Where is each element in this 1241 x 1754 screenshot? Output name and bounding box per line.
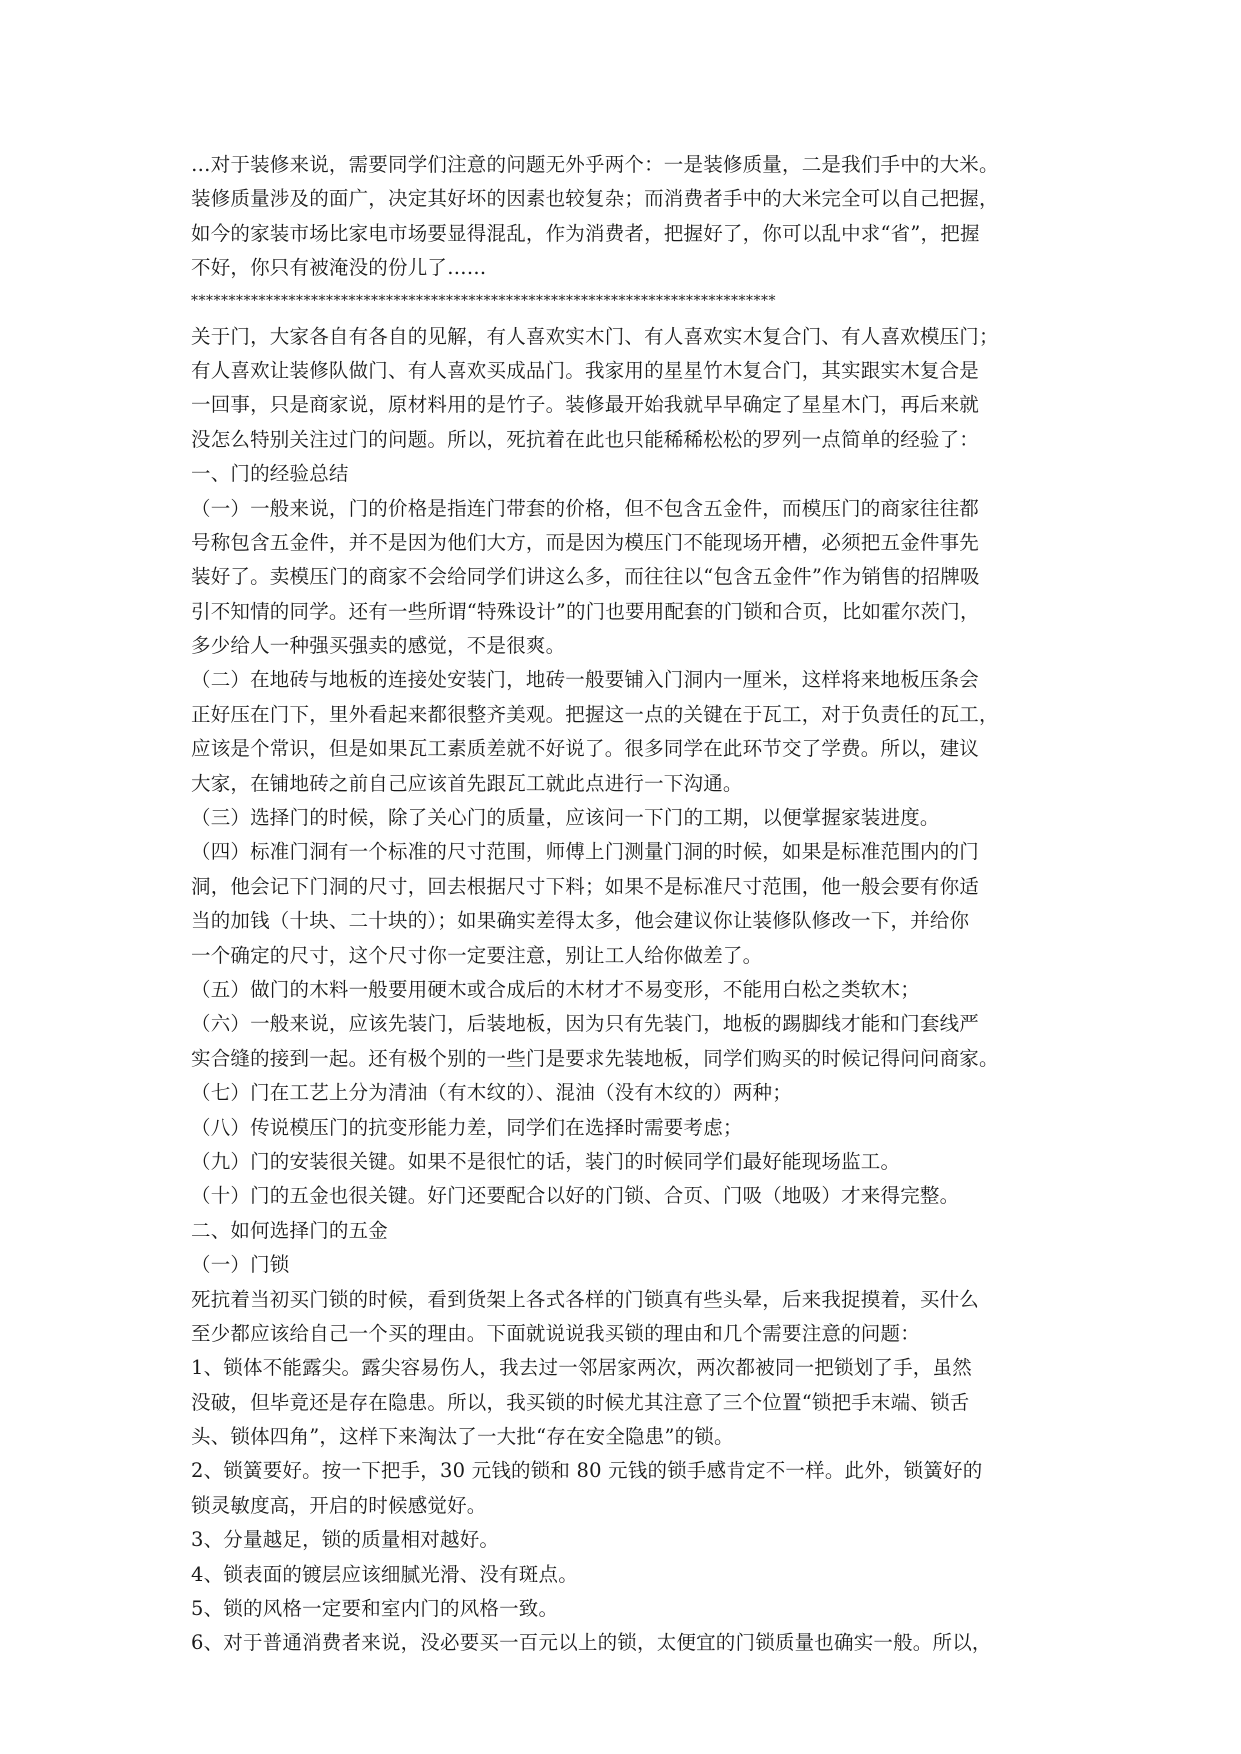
text-line: 引不知情的同学。还有一些所谓“特殊设计”的门也要用配套的门锁和合页，比如霍尔茨门，	[191, 599, 980, 623]
text-line: 应该是个常识，但是如果瓦工素质差就不好说了。很多同学在此环节交了学费。所以，建议	[191, 737, 980, 761]
text-line: 锁灵敏度高，开启的时候感觉好。	[191, 1493, 487, 1517]
text-line: 没怎么特别关注过门的问题。所以，死抗着在此也只能稀稀松松的罗列一点简单的经验了：	[191, 427, 980, 451]
text-line: 头、锁体四角”，这样下来淘汰了一大批“存在安全隐患”的锁。	[191, 1425, 734, 1449]
asterisk-separator: ******************************************************************************	[191, 292, 776, 309]
text-line: 实合缝的接到一起。还有极个别的一些门是要求先装地板，同学们购买的时候记得问问商家。	[191, 1046, 999, 1070]
text-line: 号称包含五金件，并不是因为他们大方，而是因为模压门不能现场开槽，必须把五金件事先	[191, 530, 980, 554]
text-line: 如今的家装市场比家电市场要显得混乱，作为消费者，把握好了，你可以乱中求“省”，把握	[191, 221, 980, 245]
section-heading: 一、门的经验总结	[191, 462, 349, 486]
text-line: （八）传说模压门的抗变形能力差，同学们在选择时需要考虑；	[191, 1115, 743, 1139]
text-line: 一回事，只是商家说，原材料用的是竹子。装修最开始我就早早确定了星星木门，再后来就	[191, 393, 980, 417]
text-line: 关于门，大家各自有各自的见解，有人喜欢实木门、有人喜欢实木复合门、有人喜欢模压门；	[191, 324, 999, 348]
text-line: 没破，但毕竟还是存在隐患。所以，我买锁的时候尤其注意了三个位置“锁把手末端、锁舌	[191, 1390, 970, 1414]
text-line: （六）一般来说，应该先装门，后装地板，因为只有先装门，地板的踢脚线才能和门套线严	[191, 1012, 980, 1036]
text-line: 4、锁表面的镀层应该细腻光滑、没有斑点。	[191, 1562, 578, 1586]
text-line: 死抗着当初买门锁的时候，看到货架上各式各样的门锁真有些头晕，后来我捉摸着，买什么	[191, 1287, 980, 1311]
text-line: 多少给人一种强买强卖的感觉，不是很爽。	[191, 634, 566, 658]
text-line: 洞，他会记下门洞的尺寸，回去根据尺寸下料；如果不是标准尺寸范围，他一般会要有你适	[191, 874, 980, 898]
text-line: …对于装修来说，需要同学们注意的问题无外乎两个：一是装修质量，二是我们手中的大米。	[191, 153, 999, 176]
text-line: （二）在地砖与地板的连接处安装门，地砖一般要铺入门洞内一厘米，这样将来地板压条会	[191, 668, 980, 692]
text-line: 正好压在门下，里外看起来都很整齐美观。把握这一点的关键在于瓦工，对于负责任的瓦工，	[191, 702, 999, 726]
section-heading: 二、如何选择门的五金	[191, 1218, 389, 1242]
text-line: 3、分量越足，锁的质量相对越好。	[191, 1528, 500, 1552]
text-line: 不好，你只有被淹没的份儿了……	[191, 256, 487, 280]
text-line: 一个确定的尺寸，这个尺寸你一定要注意，别让工人给你做差了。	[191, 943, 763, 967]
main-body	[191, 320, 1049, 1661]
text-line: （四）标准门洞有一个标准的尺寸范围，师傅上门测量门洞的时候，如果是标准范围内的门	[191, 840, 980, 864]
document-page	[191, 148, 1049, 1661]
subsection-heading: （一）门锁	[191, 1253, 290, 1277]
text-line: 装修质量涉及的面广，决定其好坏的因素也较复杂；而消费者手中的大米完全可以自己把握，	[191, 187, 999, 211]
text-line: （五）做门的木料一般要用硬木或合成后的木材才不易变形，不能用白松之类软木；	[191, 977, 920, 1001]
text-line: 2、锁簧要好。按一下把手，30 元钱的锁和 80 元钱的锁手感肯定不一样。此外，锁簧好的	[191, 1459, 983, 1483]
text-line: 装好了。卖模压门的商家不会给同学们讲这么多，而往往以“包含五金件”作为销售的招牌吸	[191, 565, 980, 589]
text-line: （十）门的五金也很关键。好门还要配合以好的门锁、合页、门吸（地吸）才来得完整。	[191, 1184, 960, 1208]
text-line: 6、对于普通消费者来说，没必要买一百元以上的锁，太便宜的门锁质量也确实一般。所以，	[191, 1631, 992, 1655]
text-line: 5、锁的风格一定要和室内门的风格一致。	[191, 1597, 559, 1621]
intro-paragraph	[191, 148, 1049, 286]
text-line: （三）选择门的时候，除了关心门的质量，应该问一下门的工期，以便掌握家装进度。	[191, 806, 940, 830]
text-line: 有人喜欢让装修队做门、有人喜欢买成品门。我家用的星星竹木复合门，其实跟实木复合是	[191, 358, 980, 382]
text-line: （九）门的安装很关键。如果不是很忙的话，装门的时候同学们最好能现场监工。	[191, 1149, 901, 1173]
text-line: 当的加钱（十块、二十块的）；如果确实差得太多，他会建议你让装修队修改一下，并给你	[191, 909, 970, 933]
text-line: （一）一般来说，门的价格是指连门带套的价格，但不包含五金件，而模压门的商家往往都	[191, 496, 980, 520]
text-line: 1、锁体不能露尖。露尖容易伤人，我去过一邻居家两次，两次都被同一把锁划了手，虽然	[191, 1356, 972, 1380]
text-line: 至少都应该给自己一个买的理由。下面就说说我买锁的理由和几个需要注意的问题：	[191, 1321, 920, 1345]
text-line: （七）门在工艺上分为清油（有木纹的）、混油（没有木纹的）两种；	[191, 1081, 792, 1105]
text-line: 大家，在铺地砖之前自己应该首先跟瓦工就此点进行一下沟通。	[191, 771, 743, 795]
